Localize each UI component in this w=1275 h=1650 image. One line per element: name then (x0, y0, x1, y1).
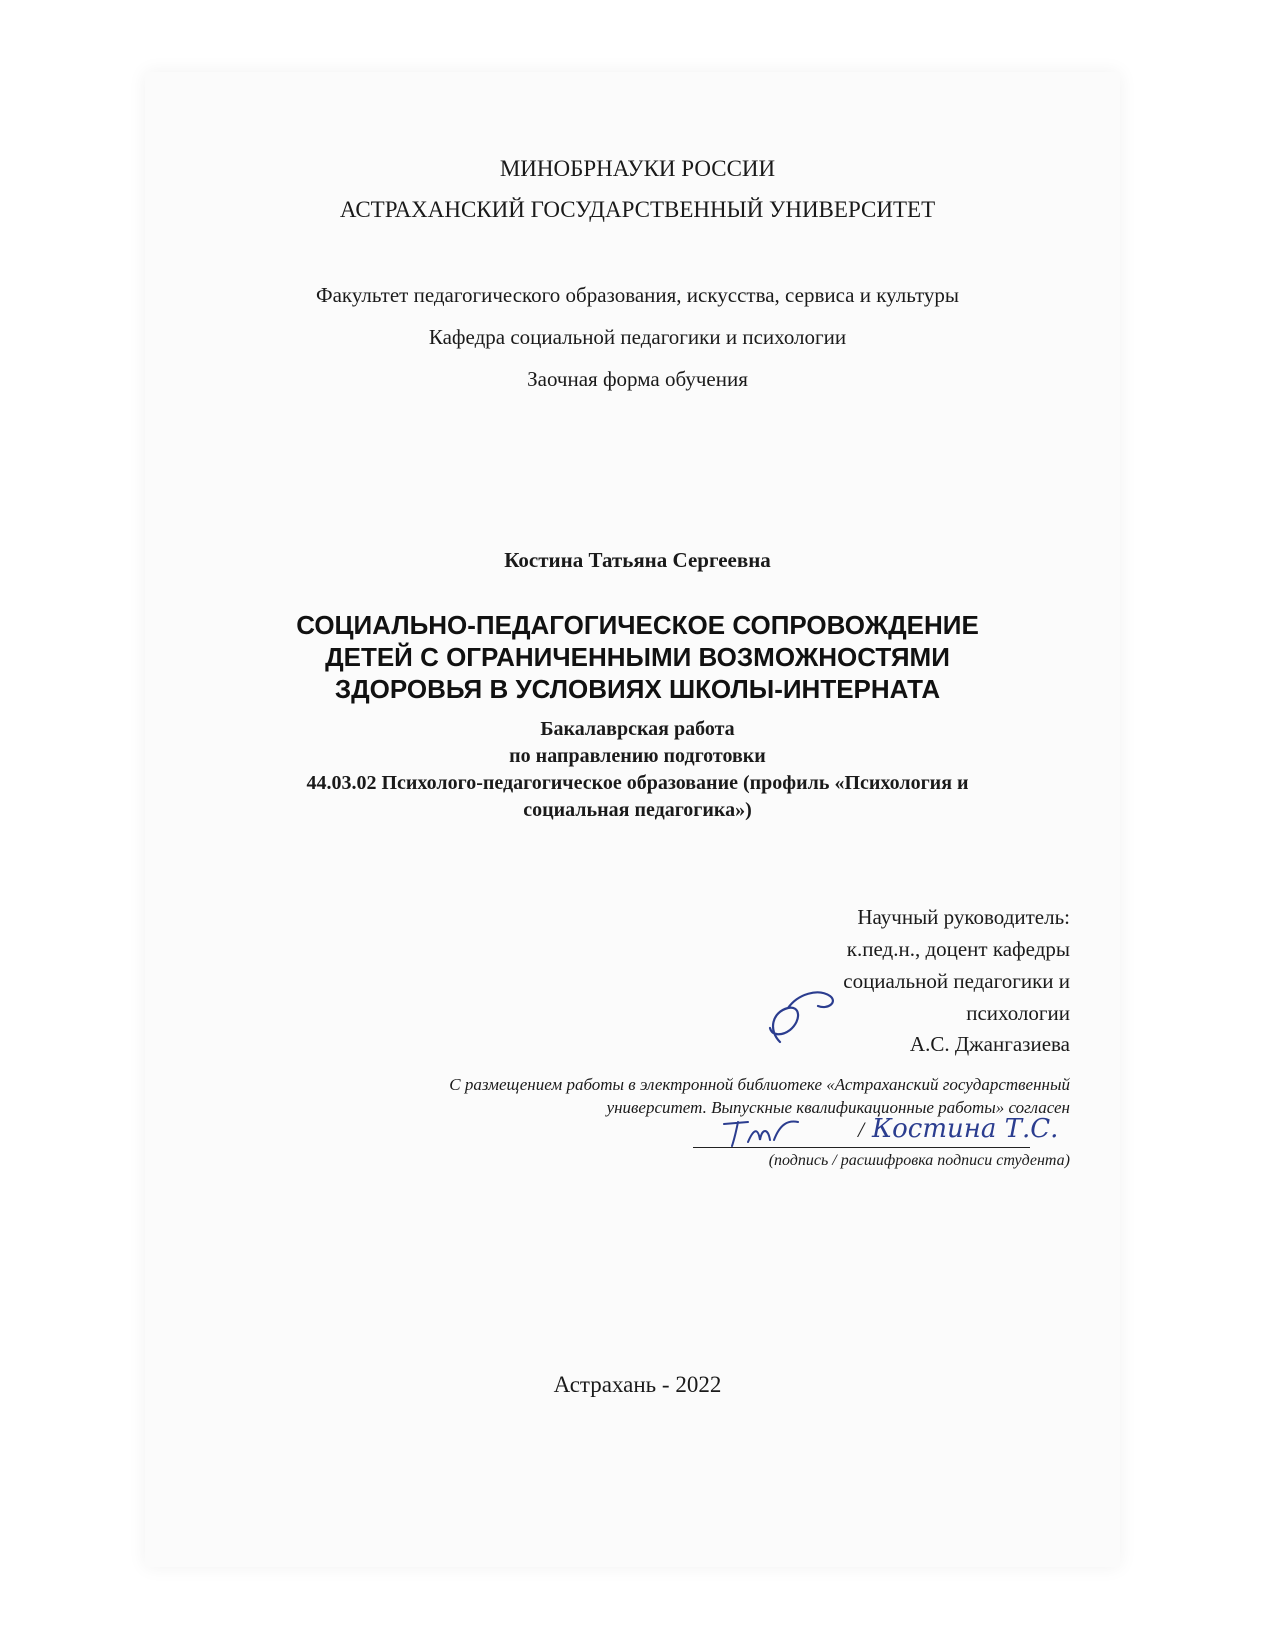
work-direction: по направлению подготовки (509, 745, 766, 767)
author-name: Костина Татьяна Сергеевна (504, 548, 771, 572)
supervisor-degree: к.пед.н., доцент кафедры (846, 937, 1070, 961)
signature-caption: (подпись / расшифровка подписи студента) (768, 1152, 1070, 1169)
program-line-1: 44.03.02 Психолого-педагогическое образование (профиль «Психология и (306, 772, 969, 794)
student-signature (718, 1114, 808, 1150)
supervisor-name: А.С. Джангазиева (909, 1032, 1070, 1056)
supervisor-signature (758, 986, 848, 1046)
consent-line-1: С размещением работы в электронной библиотеке «Астраханский государственный (449, 1075, 1070, 1094)
thesis-title (0, 609, 1275, 705)
department-name: Кафедра социальной педагогики и психологии (428, 325, 847, 349)
thesis-title-line: ДЕТЕЙ С ОГРАНИЧЕННЫМИ ВОЗМОЖНОСТЯМИ (325, 642, 950, 672)
university-name: АСТРАХАНСКИЙ ГОСУДАРСТВЕННЫЙ УНИВЕРСИТЕТ (339, 197, 936, 222)
city-year: Астрахань - 2022 (553, 1372, 722, 1397)
thesis-title-line: СОЦИАЛЬНО-ПЕДАГОГИЧЕСКОЕ СОПРОВОЖДЕНИЕ (296, 610, 979, 640)
consent-line-2: университет. Выпускные квалификационные работы» согласен (606, 1098, 1070, 1117)
program-line-2: социальная педагогика») (523, 799, 752, 821)
supervisor-dept-line-1: социальной педагогики и (843, 969, 1070, 993)
supervisor-label: Научный руководитель: (857, 905, 1070, 929)
signature-separator: / (858, 1117, 865, 1142)
student-name-handwritten: Костина Т.С. (872, 1114, 1059, 1144)
work-type: Бакалаврская работа (540, 718, 735, 740)
thesis-title-line: ЗДОРОВЬЯ В УСЛОВИЯХ ШКОЛЫ-ИНТЕРНАТА (334, 674, 941, 704)
faculty-name: Факультет педагогического образования, искусства, сервиса и культуры (316, 283, 959, 307)
ministry-name: МИНОБРНАУКИ РОССИИ (499, 156, 776, 181)
study-form: Заочная форма обучения (527, 367, 748, 391)
supervisor-dept-line-2: психологии (966, 1001, 1070, 1025)
